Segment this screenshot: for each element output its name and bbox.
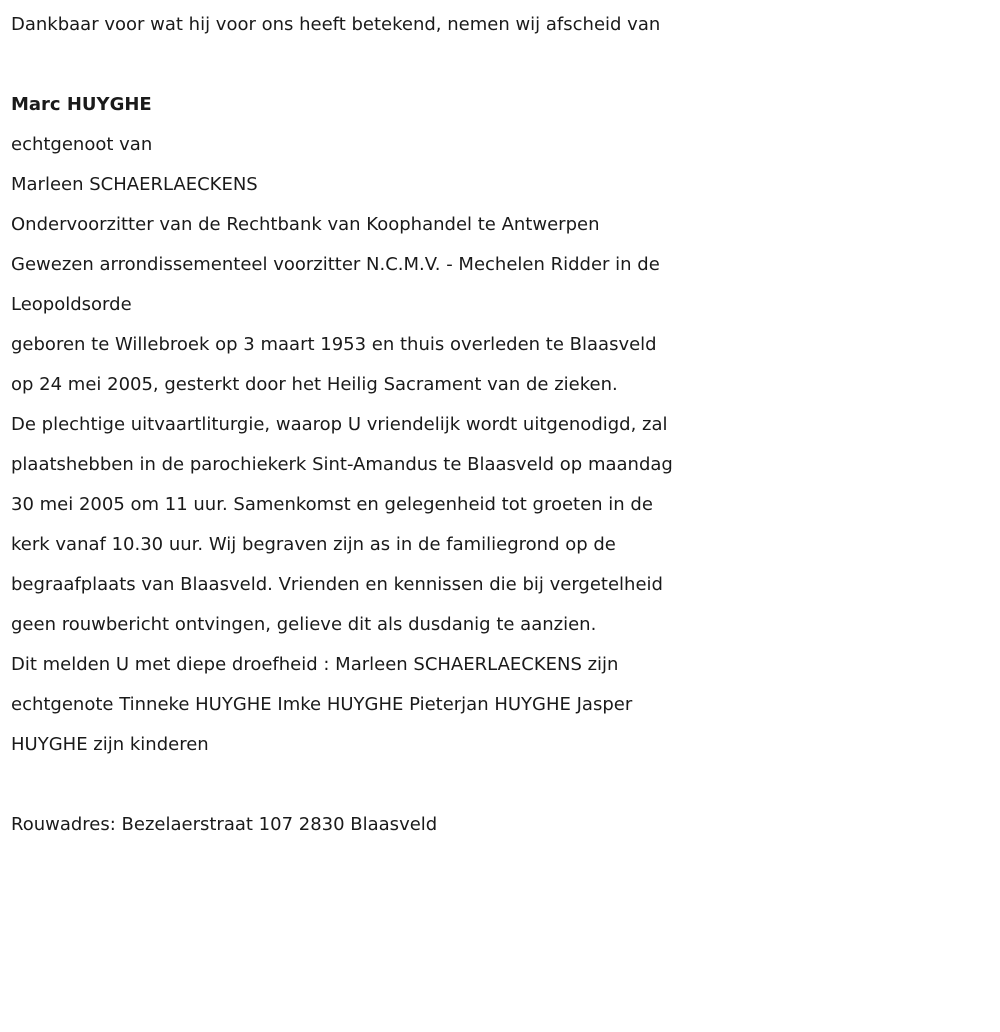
funeral-line: De plechtige uitvaartliturgie, waarop U vriendelijk wordt uitgenodigd, zal — [11, 414, 668, 435]
birth-death-line: op 24 mei 2005, gesterkt door het Heilig Sacrament van de zieken. — [11, 374, 618, 395]
intro-text: Dankbaar voor wat hij voor ons heeft betekend, nemen wij afscheid van — [11, 14, 661, 35]
funeral-line: geen rouwbericht ontvingen, gelieve dit als dusdanig te aanzien. — [11, 614, 597, 635]
funeral-paragraph — [11, 405, 991, 645]
death-notice — [11, 0, 991, 845]
relation-text: echtgenoot van — [11, 134, 153, 155]
birth-death-line: geboren te Willebroek op 3 maart 1953 en thuis overleden te Blaasveld — [11, 334, 657, 355]
family-line: HUYGHE zijn kinderen — [11, 734, 209, 755]
titles-line: Gewezen arrondissementeel voorzitter N.C.M.V. - Mechelen Ridder in de — [11, 254, 660, 275]
deceased-name: Marc HUYGHE — [11, 94, 152, 115]
spouse-name: Marleen SCHAERLAECKENS — [11, 174, 258, 195]
family-line: echtgenote Tinneke HUYGHE Imke HUYGHE Pieterjan HUYGHE Jasper — [11, 694, 633, 715]
titles-line: Ondervoorzitter van de Rechtbank van Koophandel te Antwerpen — [11, 214, 600, 235]
funeral-line: begraafplaats van Blaasveld. Vrienden en kennissen die bij vergetelheid — [11, 574, 663, 595]
birth-death-paragraph — [11, 325, 991, 405]
funeral-line: 30 mei 2005 om 11 uur. Samenkomst en gelegenheid tot groeten in de — [11, 494, 653, 515]
titles-line: Leopoldsorde — [11, 294, 132, 315]
funeral-line: kerk vanaf 10.30 uur. Wij begraven zijn as in de familiegrond op de — [11, 534, 616, 555]
titles-paragraph — [11, 205, 991, 325]
family-paragraph — [11, 645, 991, 765]
mourning-address: Rouwadres: Bezelaerstraat 107 2830 Blaasveld — [11, 814, 438, 835]
family-line: Dit melden U met diepe droefheid : Marleen SCHAERLAECKENS zijn — [11, 654, 619, 675]
funeral-line: plaatshebben in de parochiekerk Sint-Amandus te Blaasveld op maandag — [11, 454, 673, 475]
